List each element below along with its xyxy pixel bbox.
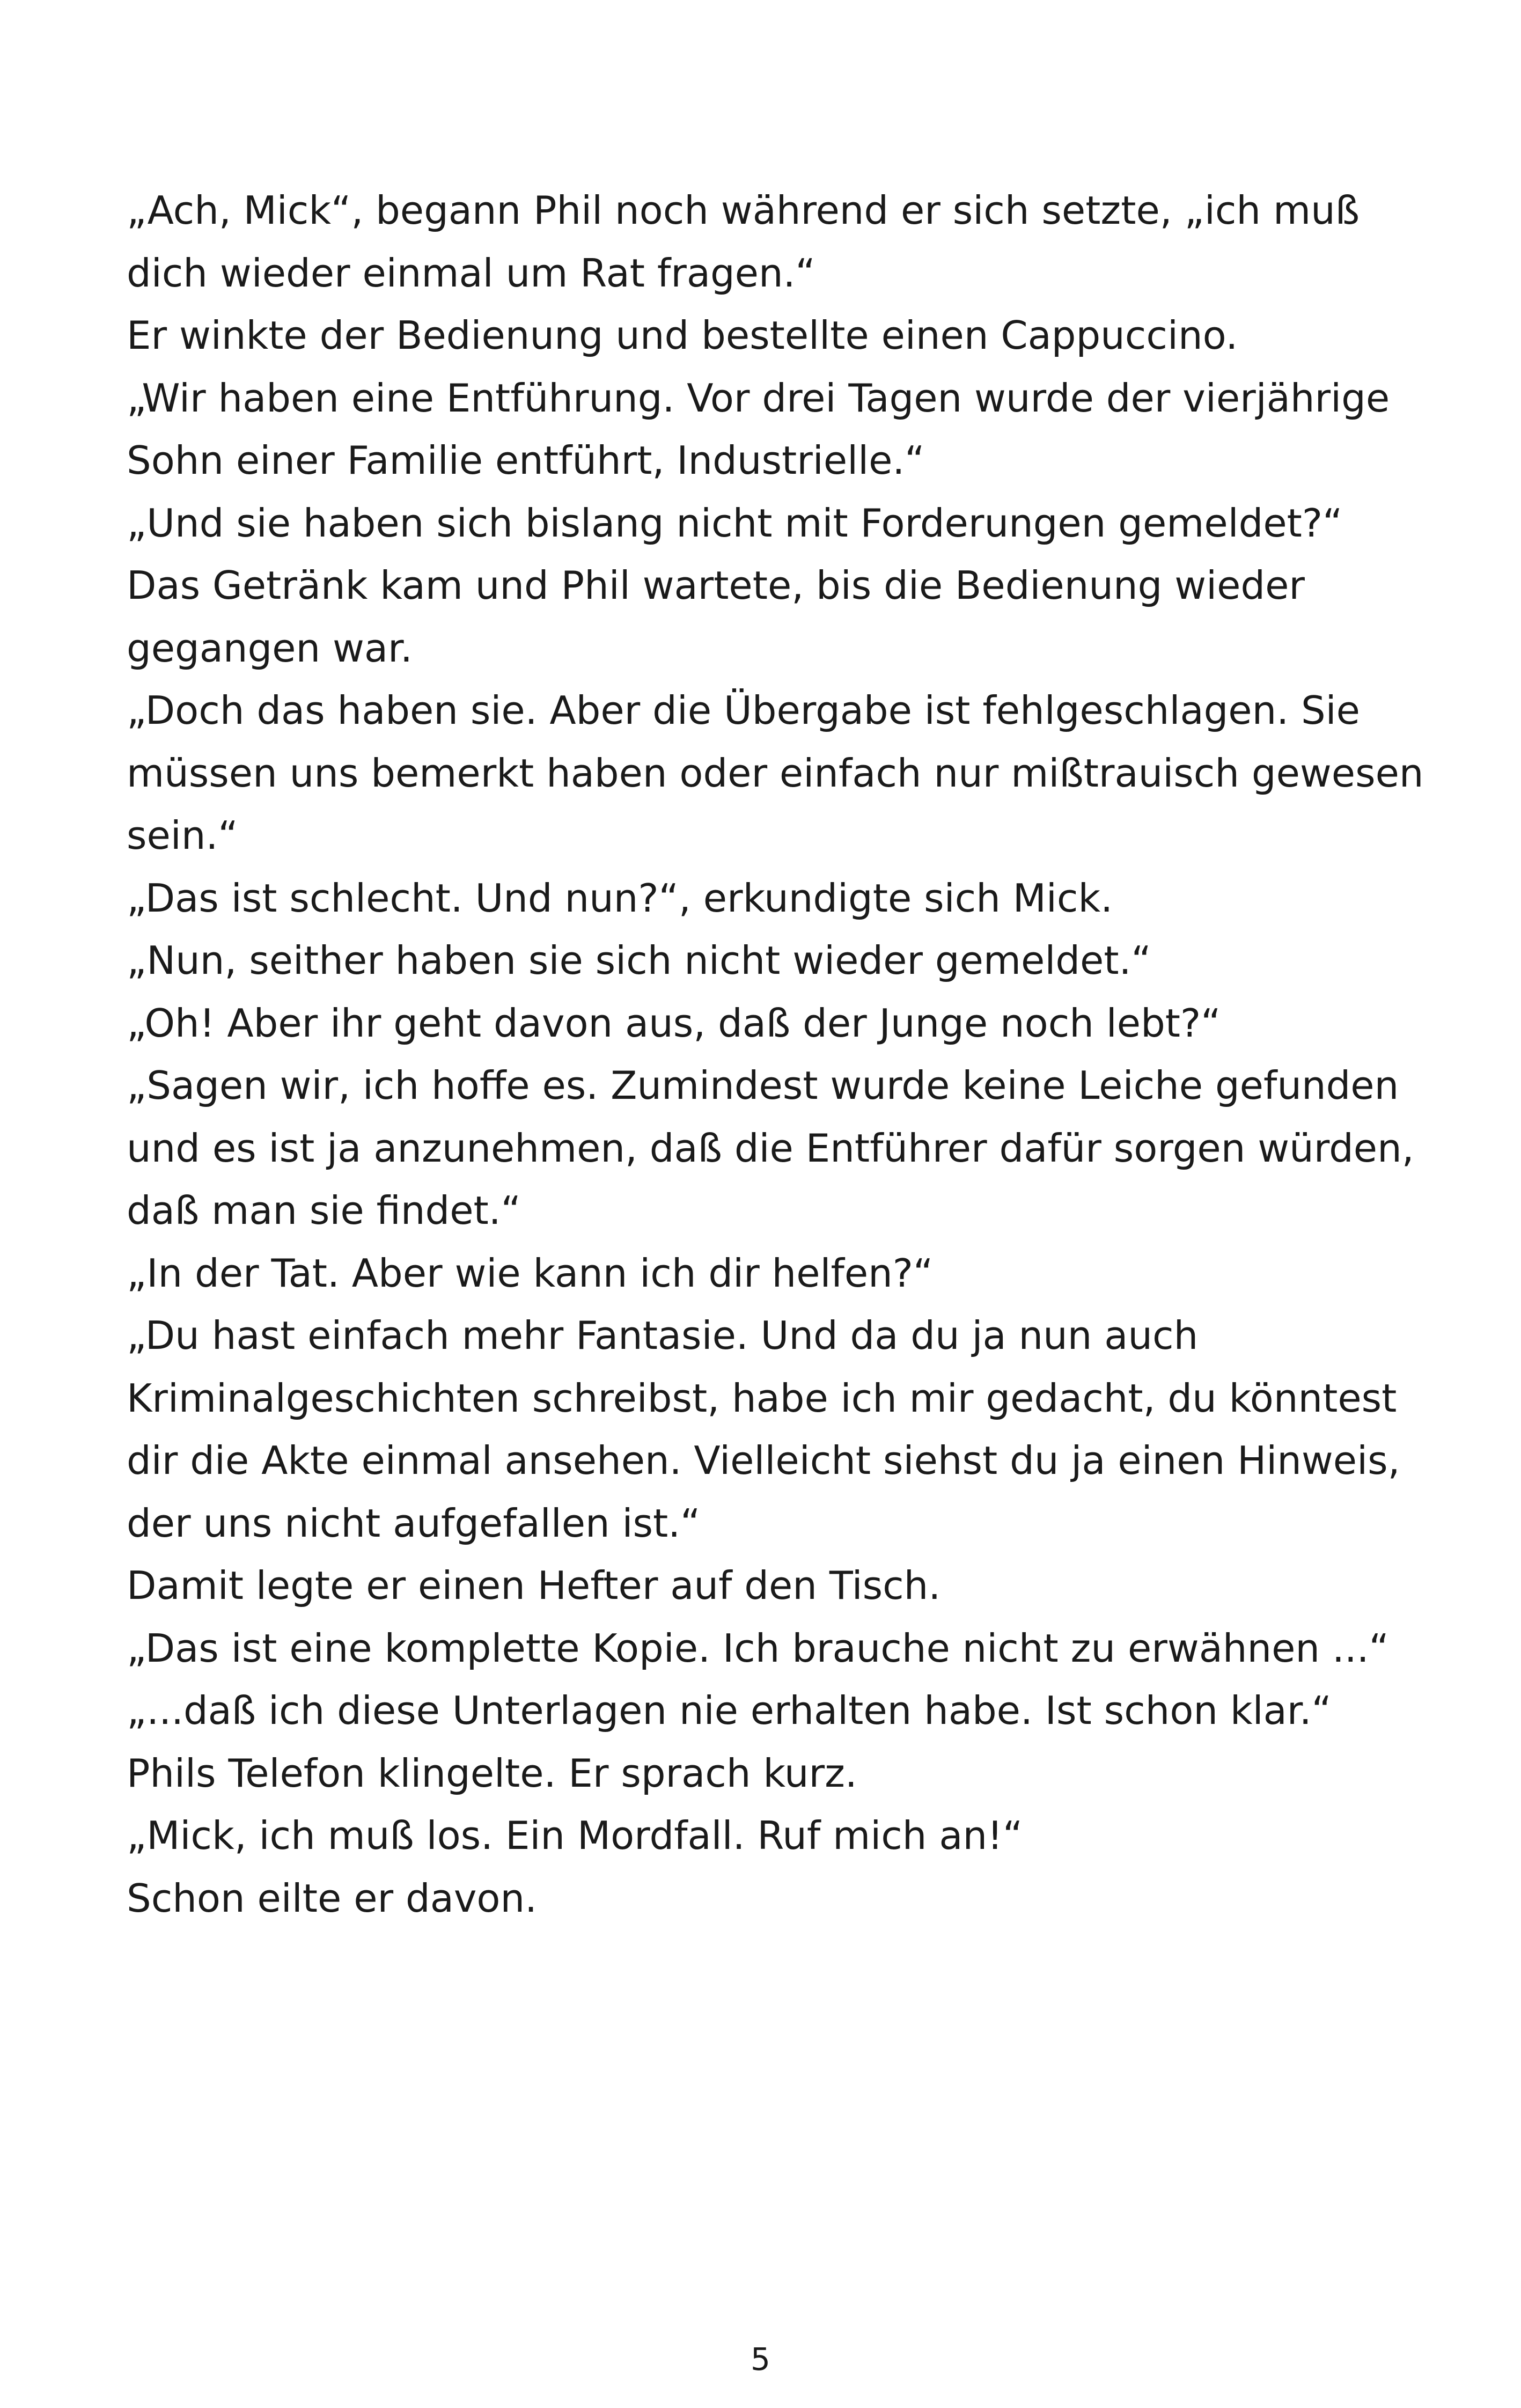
text-line: „Wir haben eine Entführung. Vor drei Tagen wurde der vierjährige xyxy=(127,375,1390,421)
text-line: „Oh! Aber ihr geht davon aus, daß der Junge noch lebt?“ xyxy=(127,1000,1221,1046)
text-line: Kriminalgeschichten schreibst, habe ich mir gedacht, du könntest xyxy=(127,1375,1397,1421)
text-line: „In der Tat. Aber wie kann ich dir helfen?“ xyxy=(127,1250,934,1296)
text-line: müssen uns bemerkt haben oder einfach nur mißtrauisch gewesen xyxy=(127,750,1424,796)
text-line: „...daß ich diese Unterlagen nie erhalten habe. Ist schon klar.“ xyxy=(127,1688,1332,1733)
text-line: „Und sie haben sich bislang nicht mit Forderungen gemeldet?“ xyxy=(127,500,1343,546)
text-line: daß man sie findet.“ xyxy=(127,1188,521,1233)
body-text xyxy=(127,179,1424,1929)
text-line: „Nun, seither haben sie sich nicht wieder gemeldet.“ xyxy=(127,938,1151,983)
text-line: Er winkte der Bedienung und bestellte einen Cappuccino. xyxy=(127,313,1238,358)
text-line: und es ist ja anzunehmen, daß die Entführer dafür sorgen würden, xyxy=(127,1125,1414,1171)
text-line: „Das ist schlecht. Und nun?“, erkundigte sich Mick. xyxy=(127,875,1113,921)
text-line: dich wieder einmal um Rat fragen.“ xyxy=(127,250,815,296)
text-line: „Du hast einfach mehr Fantasie. Und da du ja nun auch xyxy=(127,1313,1199,1358)
text-line: Sohn einer Familie entführt, Industrielle.“ xyxy=(127,438,925,483)
text-line: „Ach, Mick“, begann Phil noch während er sich setzte, „ich muß xyxy=(127,188,1360,233)
text-line: Damit legte er einen Hefter auf den Tisch. xyxy=(127,1563,941,1608)
text-line: dir die Akte einmal ansehen. Vielleicht siehst du ja einen Hinweis, xyxy=(127,1438,1400,1483)
text-line: Schon eilte er davon. xyxy=(127,1875,537,1921)
text-line: gegangen war. xyxy=(127,625,413,671)
text-line: „Doch das haben sie. Aber die Übergabe ist fehlgeschlagen. Sie xyxy=(127,688,1360,733)
text-line: sein.“ xyxy=(127,813,238,858)
text-line: „Sagen wir, ich hoffe es. Zumindest wurde keine Leiche gefunden xyxy=(127,1063,1399,1108)
text-line: Das Getränk kam und Phil wartete, bis die Bedienung wieder xyxy=(127,563,1305,608)
text-line: Phils Telefon klingelte. Er sprach kurz. xyxy=(127,1750,857,1796)
page-number: 5 xyxy=(751,2341,770,2377)
text-line: „Mick, ich muß los. Ein Mordfall. Ruf mich an!“ xyxy=(127,1813,1023,1858)
text-line: der uns nicht aufgefallen ist.“ xyxy=(127,1500,701,1546)
text-line: „Das ist eine komplette Kopie. Ich brauche nicht zu erwähnen ...“ xyxy=(127,1625,1389,1671)
